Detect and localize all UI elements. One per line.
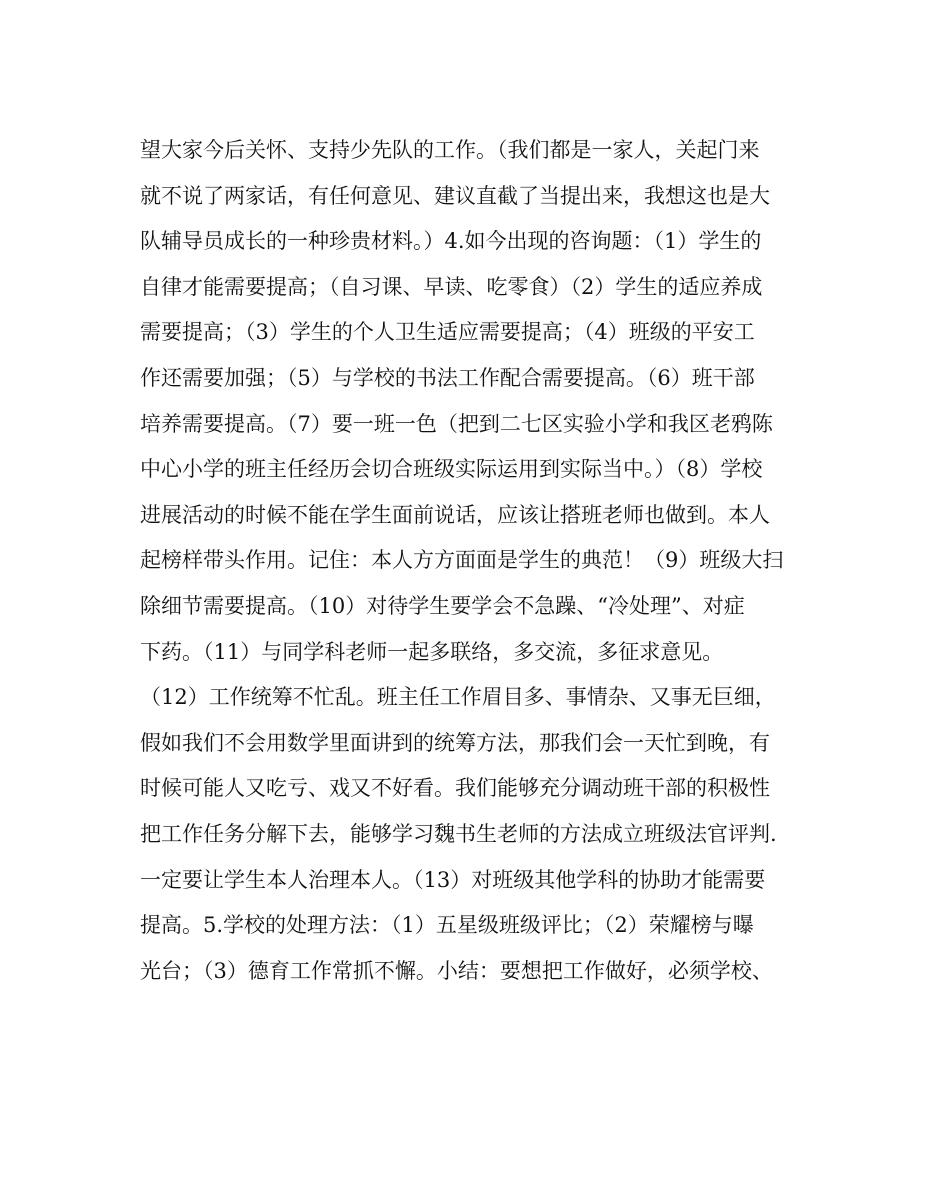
text-line: 队辅导员成长的一种珍贵材料。）4.如今出现的咨询题：（1）学生的 <box>140 229 762 254</box>
text-line: 下药。（11）与同学科老师一起多联络，多交流，多征求意见。 <box>140 639 724 664</box>
text-line: 作还需要加强；（5）与学校的书法工作配合需要提高。（6）班干部 <box>140 365 755 390</box>
text-line: 假如我们不会用数学里面讲到的统筹方法，那我们会一天忙到晚，有 <box>140 730 770 755</box>
text-line: 光台；（3）德育工作常抓不懈。小结：要想把工作做好，必须学校、 <box>140 958 773 983</box>
text-line: 时候可能人又吃亏、戏又不好看。我们能够充分调动班干部的积极性 <box>140 776 770 801</box>
text-line: 提高。5.学校的处理方法：（1）五星级班级评比；（2）荣耀榜与曝 <box>140 913 754 938</box>
text-line: 中心小学的班主任经历会切合班级实际运用到实际当中。）（8）学校 <box>140 457 763 482</box>
text-line: 自律才能需要提高；（自习课、早读、吃零食）（2）学生的适应养成 <box>140 274 763 299</box>
text-line: 除细节需要提高。（10）对待学生要学会不急躁、“冷处理”、对症 <box>140 593 745 618</box>
body-text <box>140 128 812 994</box>
text-line: 培养需要提高。（7）要一班一色（把到二七区实验小学和我区老鸦陈 <box>140 411 773 436</box>
text-line: 需要提高；（3）学生的个人卫生适应需要提高；（4）班级的平安工 <box>140 320 755 345</box>
text-line: 起榜样带头作用。记住：本人方方面面是学生的典范！（9）班级大扫 <box>140 548 784 573</box>
text-line: 把工作任务分解下去，能够学习魏书生老师的方法成立班级法官评判. <box>140 821 777 846</box>
text-line: （12）工作统筹不忙乱。班主任工作眉目多、事情杂、又事无巨细， <box>140 685 776 710</box>
text-line: 进展活动的时候不能在学生面前说话，应该让搭班老师也做到。本人 <box>140 502 770 527</box>
text-line: 一定要让学生本人治理本人。（13）对班级其他学科的协助才能需要 <box>140 867 766 892</box>
text-line: 就不说了两家话，有任何意见、建议直截了当提出来，我想这也是大 <box>140 183 770 208</box>
text-line: 望大家今后关怀、支持少先队的工作。（我们都是一家人，关起门来 <box>140 138 760 162</box>
